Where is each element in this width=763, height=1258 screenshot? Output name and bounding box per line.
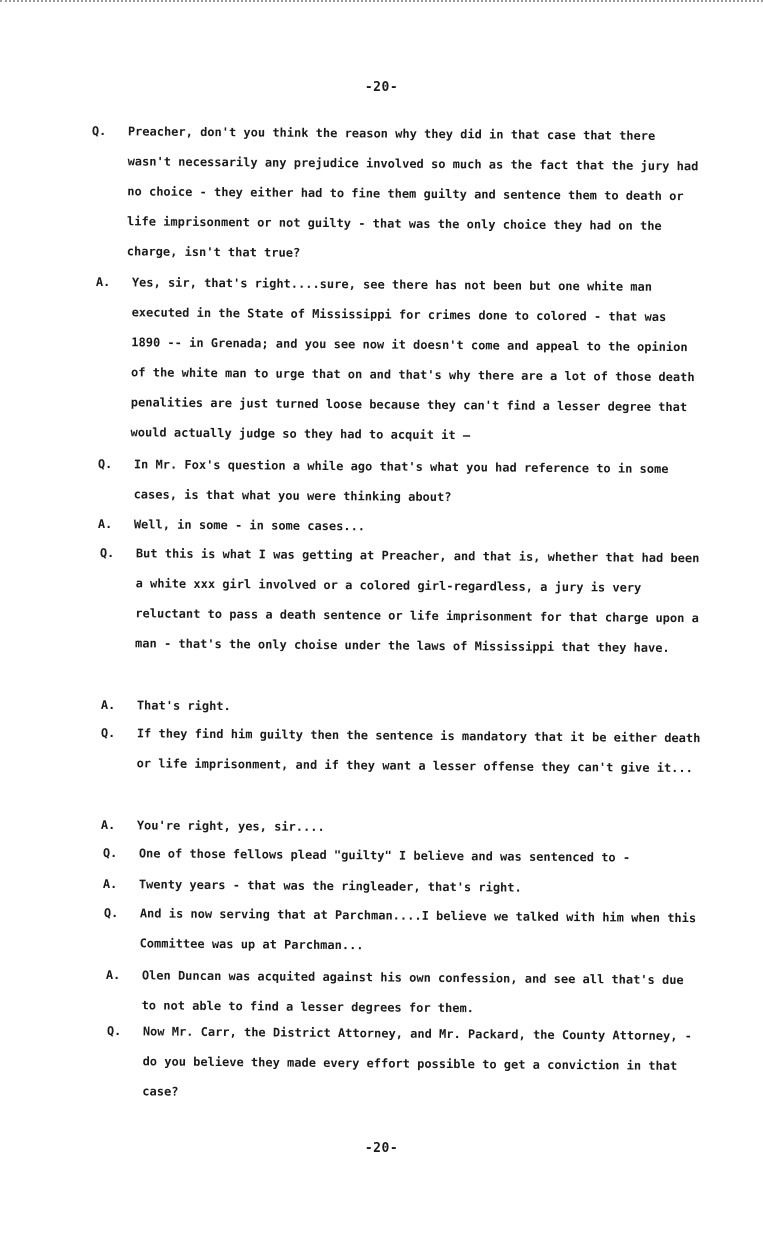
speaker-label: A. [105,967,121,983]
qa-entry [99,538,702,663]
qa-entry [106,1016,702,1111]
entry-text: But this is what I was getting at Preacher, and that is, whether that had been a white xxx girl involved or a colored girl-regardless, a jury is very reluctant to pass a death sentence or life imprisonment for that charge upon a man - that's the only choise under the laws of Mississippi that they have. [135,546,700,655]
entry-text: One of those fellows plead "guilty" I believe and was sentenced to - [138,846,631,865]
entry-text: Preacher, don't you think the reason why they did in that case that there wasn't necessarily any prejudice involved so much as the fact that the jury had no choice - they either had to fine them guilty and sentence them to death or life imprisonment or not guilty - that was the only choice they had on the charge, isn't that true? [126,124,699,260]
qa-entry [97,449,702,514]
speaker-label: Q. [102,845,118,861]
speaker-label: A. [97,516,113,532]
entry-text: Well, in some - in some cases... [133,517,366,534]
qa-entry [105,960,702,1025]
speaker-label: Q. [99,545,115,561]
speaker-label: Q. [97,456,113,472]
qa-entry [100,718,702,783]
speaker-label: Q. [100,725,116,741]
speaker-label: A. [100,697,116,713]
speaker-label: A. [100,817,116,833]
entry-text: Olen Duncan was acquited against his own confession, and see all that's due to not able to find a lesser degrees for them. [141,968,684,1016]
entry-text: If they find him guilty then the sentence is mandatory that it be either death or life imprisonment, and if they want a lesser offense they can't give it... [136,726,701,776]
top-border [0,0,763,2]
page-number-bottom: -20- [364,1141,399,1156]
speaker-label: Q. [103,905,119,921]
speaker-label: Q. [91,123,107,139]
entry-text: Twenty years - that was the ringleader, that's right. [138,877,522,895]
entry-text: Yes, sir, that's right....sure, see there has not been but one white man executed in the State of Mississippi for crimes done to colored - that was 1890 -- in Grenada; and you see now it doesn't come and appeal to the opinion of the white man to urge that on and that's why there are a lot of those death penalities are just turned loose because they can't find a lesser degree that would actually judge so they had to acquit it — [130,275,695,443]
qa-entry [103,838,702,873]
entry-text: Now Mr. Carr, the District Attorney, and Mr. Packard, the County Attorney, -do you believe they made every effort possible to get a conviction in that case? [142,1024,692,1099]
entry-text: And is now serving that at Parchman....I believe we talked with him when this Committee was up at Parchman... [139,906,697,953]
entry-text: In Mr. Fox's question a while ago that's what you had reference to in some cases, is that what you were thinking about? [133,457,669,505]
entry-text: You're right, yes, sir.... [136,818,325,834]
qa-entry [94,267,702,452]
page-number-top: -20- [364,80,399,95]
qa-entry [103,898,702,963]
qa-entry [91,116,702,271]
speaker-label: A. [95,274,111,290]
entry-text: That's right. [136,698,231,714]
speaker-label: Q. [106,1023,122,1039]
speaker-label: A. [102,876,118,892]
